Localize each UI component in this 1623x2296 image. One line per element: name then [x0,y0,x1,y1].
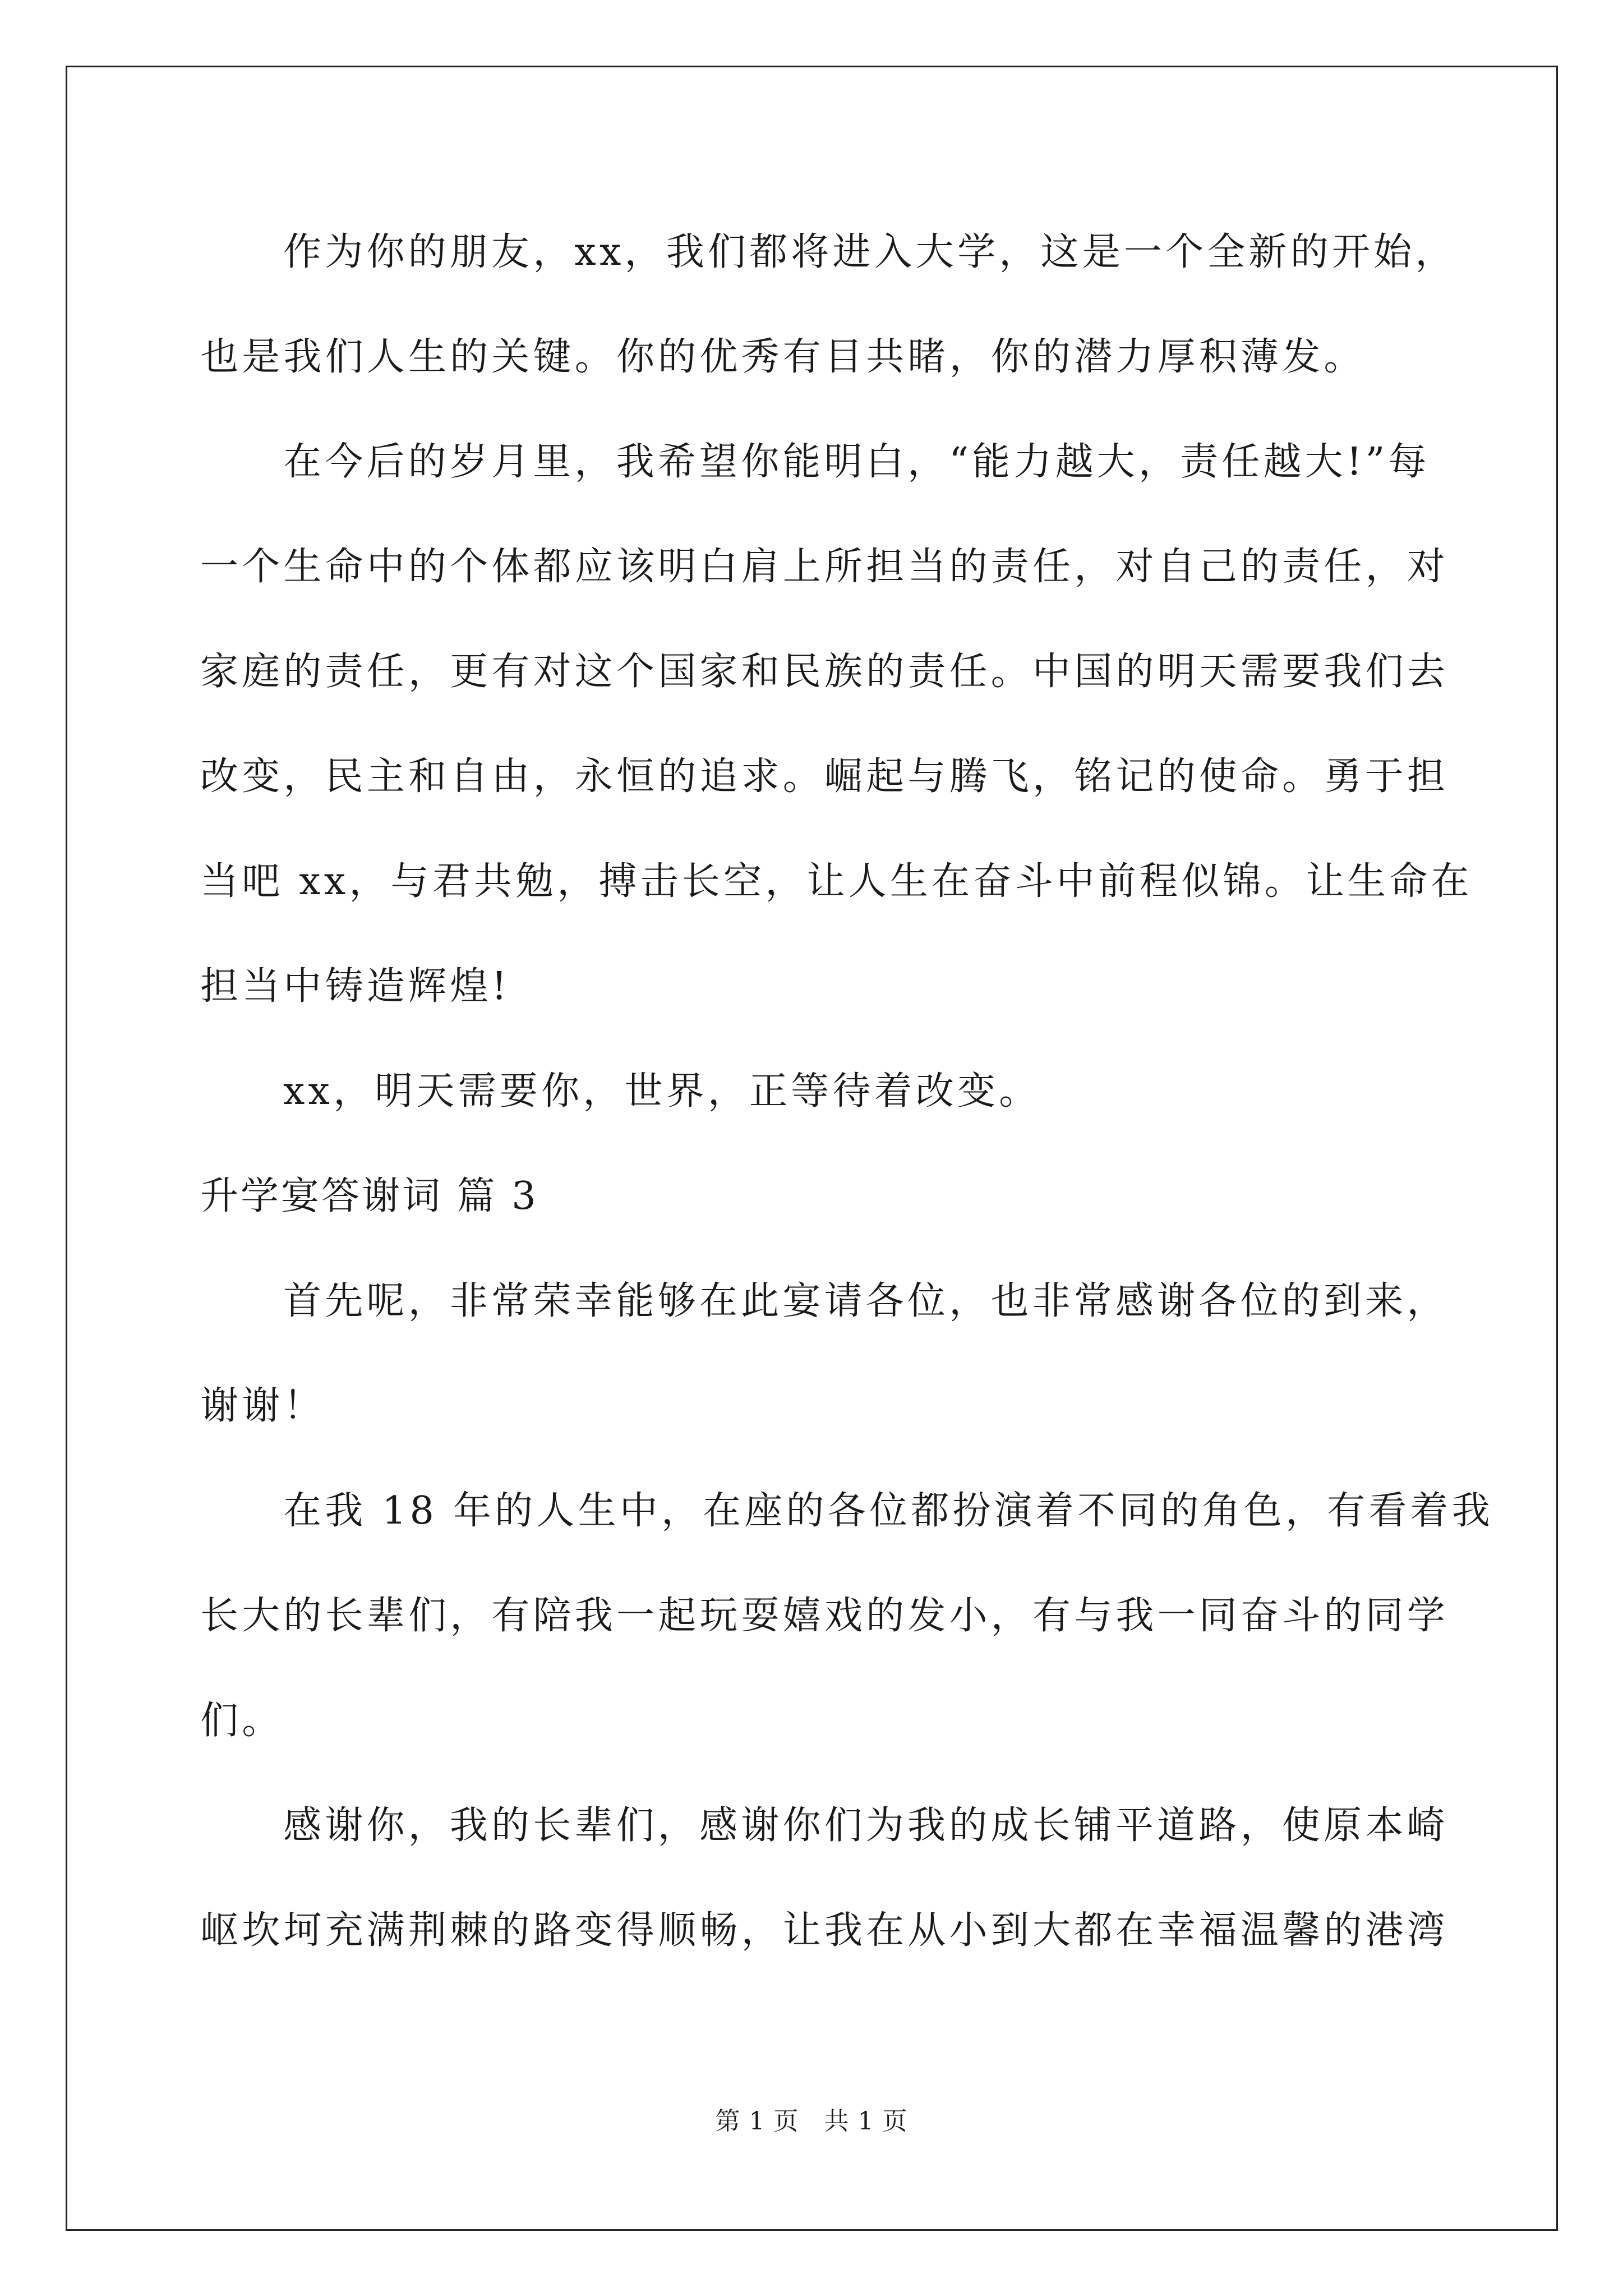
paragraph-line: 改变，民主和自由，永恒的追求。崛起与腾飞，铭记的使命。勇于担 [200,754,1449,799]
paragraph-line: xx，明天需要你，世界，正等待着改变。 [283,1069,1041,1114]
section-heading: 升学宴答谢词 篇 3 [200,1174,538,1218]
paragraph-line: 作为你的朋友，xx，我们都将进入大学，这是一个全新的开始， [283,230,1457,274]
paragraph-line: 担当中铸造辉煌! [200,964,510,1009]
paragraph-line: 在今后的岁月里，我希望你能明白，“能力越大，责任越大!”每 [283,440,1430,484]
paragraph-line: 们。 [200,1699,284,1743]
paragraph-line: 一个生命中的个体都应该明白肩上所担当的责任，对自己的责任，对 [200,545,1449,589]
paragraph-line: 长大的长辈们，有陪我一起玩耍嬉戏的发小，有与我一同奋斗的同学 [200,1594,1449,1638]
paragraph-line: 也是我们人生的关键。你的优秀有目共睹，你的潜力厚积薄发。 [200,335,1366,379]
paragraph-line: 家庭的责任，更有对这个国家和民族的责任。中国的明天需要我们去 [200,650,1449,694]
paragraph-line: 首先呢，非常荣幸能够在此宴请各位，也非常感谢各位的到来， [283,1279,1449,1323]
page-number: 第 1 页 共 1 页 [715,2107,908,2136]
paragraph-line: 当吧 xx，与君共勉，搏击长空，让人生在奋斗中前程似锦。让生命在 [200,859,1473,904]
paragraph-line: 在我 18 年的人生中，在座的各位都扮演着不同的角色，有看着我 [283,1489,1493,1533]
paragraph-line: 岖坎坷充满荆棘的路变得顺畅，让我在从小到大都在幸福温馨的港湾 [200,1908,1449,1953]
paragraph-line: 感谢你，我的长辈们，感谢你们为我的成长铺平道路，使原本崎 [283,1803,1449,1848]
document-body [200,211,1493,1995]
paragraph-line: 谢谢！ [200,1384,325,1428]
